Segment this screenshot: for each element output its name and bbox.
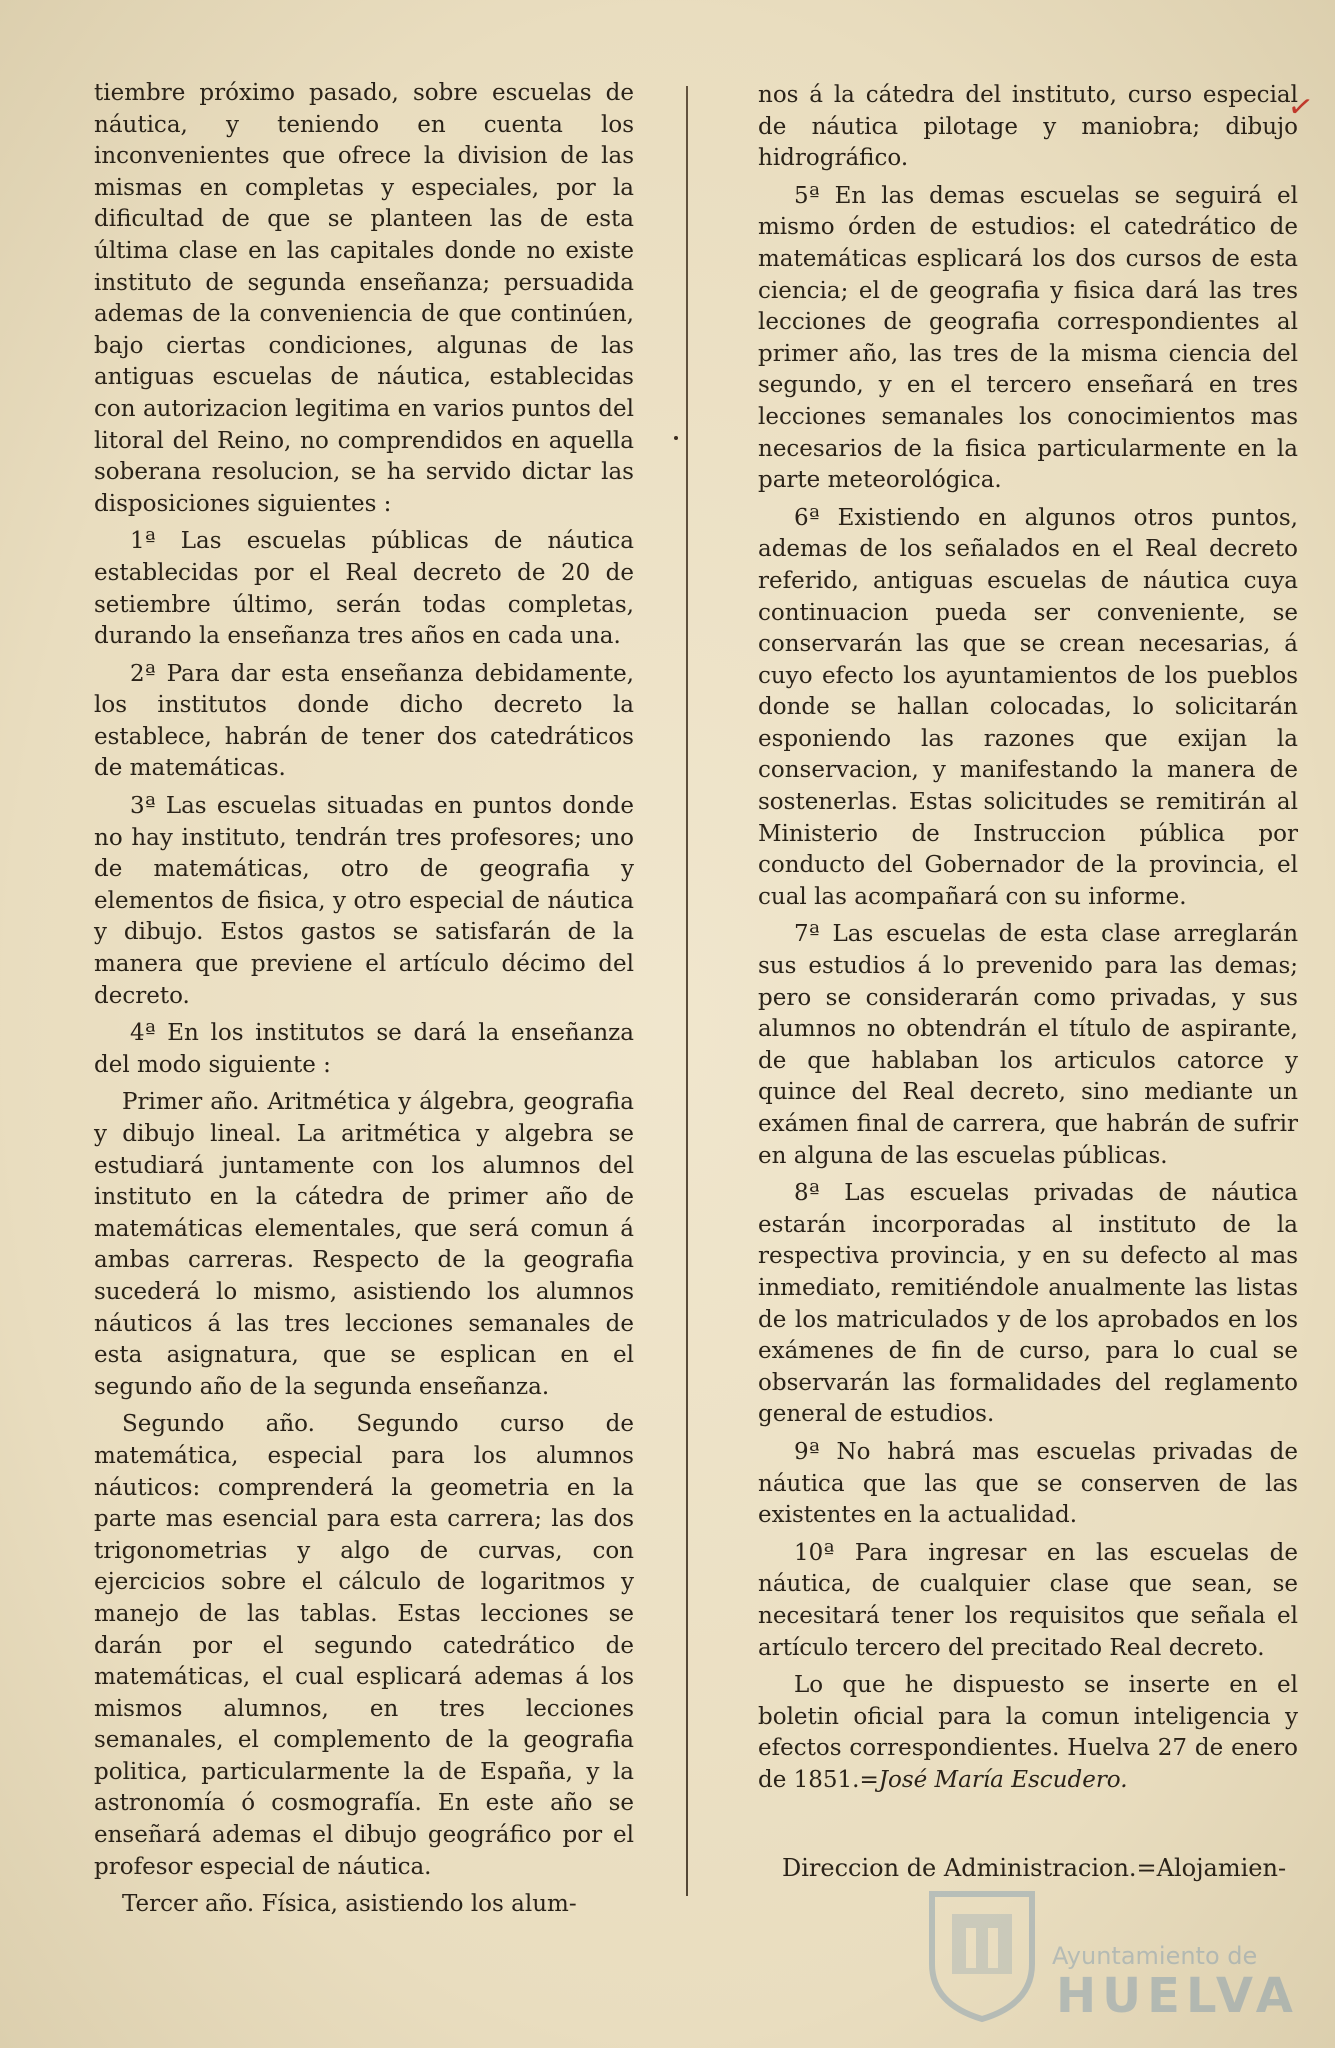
article-5 [758, 181, 1298, 497]
closing-paragraph [758, 1670, 1298, 1796]
article-7 [758, 919, 1298, 1172]
article-9 [758, 1437, 1298, 1532]
article-text: Las escuelas privadas de náutica estarán incorporadas al instituto de la respectiva provincia, y en su defecto al mas inmediato, remitiéndole anualmente las listas de los matriculados y de los aprobados en los exámenes de fin de curso, para lo cual se observarán las formalidades del reglamento general de estudios. [758, 1180, 1298, 1428]
article-4 [94, 1018, 634, 1081]
article-number: 7ª [794, 921, 820, 948]
year-label: Primer año. [122, 1089, 260, 1116]
ink-dot [674, 436, 678, 440]
article-number: 1ª [130, 528, 156, 555]
third-year [94, 1889, 634, 1921]
watermark-line1: Ayuntamiento de [1052, 1942, 1258, 1970]
red-check-mark-icon: ✓ [1285, 88, 1316, 127]
signature: José María Escudero. [878, 1766, 1128, 1793]
article-number: 9ª [794, 1438, 820, 1465]
year-text: Física, asistiendo los alum- [261, 1891, 577, 1918]
article-number: 5ª [794, 182, 820, 209]
continued-paragraph: nos á la cátedra del instituto, curso especial de náutica pilotage y maniobra; dibujo hidrográfico. [758, 82, 1298, 172]
article-10 [758, 1538, 1298, 1664]
article-number: 8ª [794, 1180, 820, 1207]
article-text: En las demas escuelas se seguirá el mismo órden de estudios: el catedrático de matemáticas esplicará los dos cursos de esta ciencia; el de geografia y fisica dará las tres lecciones de geografia correspondientes al primer año, las tres de la misma ciencia del segundo, y en el tercero enseñará en tres lecciones semanales los conocimientos mas necesarios de la fisica particularmente en la parte meteorológica. [758, 182, 1298, 494]
article-number: 2ª [130, 660, 156, 687]
left-column [94, 78, 634, 1927]
column-divider [686, 86, 688, 1896]
article-text: Para dar esta enseñanza debidamente, los institutos donde dicho decreto la establece, habrán de tener dos catedráticos de matemáticas. [94, 660, 634, 782]
article-number: 4ª [130, 1020, 156, 1047]
article-1 [94, 526, 634, 652]
article-2 [94, 659, 634, 785]
closing-text: Lo que he dispuesto se inserte en el boletin oficial para la comun inteligencia y efectos correspondientes. Huelva 27 de enero de 1851.= [758, 1672, 1298, 1793]
year-label: Segundo año. [122, 1411, 315, 1438]
right-column [758, 80, 1298, 1802]
article-text: Para ingresar en las escuelas de náutica, de cualquier clase que sean, se necesitará tener los requisitos que señala el artículo tercero del precitado Real decreto. [758, 1539, 1298, 1661]
article-8 [758, 1178, 1298, 1431]
year-text: Segundo curso de matemática, especial para los alumnos náuticos: comprenderá la geometria en la parte mas esencial para esta carrera; las dos trigonometrias y algo de curvas, con ejercicios sobre el cálculo de logaritmos y manejo de las tablas. Estas lecciones se darán por el segundo catedrático de matemáticas, el cual esplicará ademas á los mismos alumnos, en tres lecciones semanales, el complemento de la geografia politica, particularmente la de España, y la astronomía ó cosmografía. En este año se enseñará ademas el dibujo geográfico por el profesor especial de náutica. [94, 1411, 634, 1880]
article-text: Existiendo en algunos otros puntos, ademas de los señalados en el Real decreto referido, antiguas escuelas de náutica cuya continuacion pueda ser conveniente, se conservarán las que se crean necesarias, á cuyo efecto los ayuntamientos de los pueblos donde se hallan colocadas, lo solicitarán esponiendo las razones que exijan la conservacion, y manifestando la manera de sostenerlas. Estas solicitudes se remitirán al Ministerio de Instruccion pública por conducto del Gobernador de la provincia, el cual las acompañará con su informe. [758, 504, 1298, 910]
year-label: Tercer año. [122, 1891, 255, 1918]
article-text: Las escuelas públicas de náutica establecidas por el Real decreto de 20 de setiembre último, serán todas completas, durando la enseñanza tres años en cada una. [94, 528, 635, 650]
article-6 [758, 503, 1298, 914]
article-number: 6ª [794, 504, 820, 531]
article-text: Las escuelas situadas en puntos donde no hay instituto, tendrán tres profesores; uno de matemáticas, otro de geografia y elementos de fisica, y otro especial de náutica y dibujo. Estos gastos se satisfarán de la manera que previene el artículo décimo del decreto. [94, 793, 634, 1009]
second-year [94, 1409, 634, 1883]
huelva-seal-icon [922, 1884, 1042, 2024]
article-number: 3ª [130, 793, 156, 820]
article-3 [94, 791, 634, 1012]
section-heading: Direccion de Administracion.=Alojamien- [782, 1854, 1287, 1882]
watermark-line2: HUELVA [1056, 1968, 1299, 2024]
watermark [922, 1884, 1299, 2024]
article-text: No habrá mas escuelas privadas de náutica que las que se conserven de las existentes en la actualidad. [758, 1438, 1298, 1529]
intro-paragraph: tiembre próximo pasado, sobre escuelas de náutica, y teniendo en cuenta los inconvenientes que ofrece la division de las mismas en completas y especiales, por la dificultad de que se planteen las de esta última clase en las capitales donde no existe instituto de segunda enseñanza; persuadida ademas de la conveniencia de que continúen, bajo ciertas condiciones, algunas de las antiguas escuelas de náutica, establecidas con autorizacion legitima en varios puntos del litoral del Reino, no comprendidos en aquella soberana resolucion, se ha servido dictar las disposiciones siguientes : [94, 80, 634, 517]
article-text: En los institutos se dará la enseñanza del modo siguiente : [94, 1020, 634, 1078]
article-number: 10ª [794, 1539, 835, 1566]
first-year [94, 1087, 634, 1403]
year-text: Aritmética y álgebra, geografia y dibujo lineal. La aritmética y algebra se estudiará juntamente con los alumnos del instituto en la cátedra de primer año de matemáticas elementales, que será comun á ambas carreras. Respecto de la geografia sucederá lo mismo, asistiendo los alumnos náuticos á las tres lecciones semanales de esta asignatura, que se esplican en el segundo año de la segunda enseñanza. [94, 1089, 634, 1400]
article-text: Las escuelas de esta clase arreglarán sus estudios á lo prevenido para las demas; pero se considerarán como privadas, y sus alumnos no obtendrán el título de aspirante, de que hablaban los articulos catorce y quince del Real decreto, sino mediante un exámen final de carrera, que habrán de sufrir en alguna de las escuelas públicas. [758, 921, 1299, 1169]
